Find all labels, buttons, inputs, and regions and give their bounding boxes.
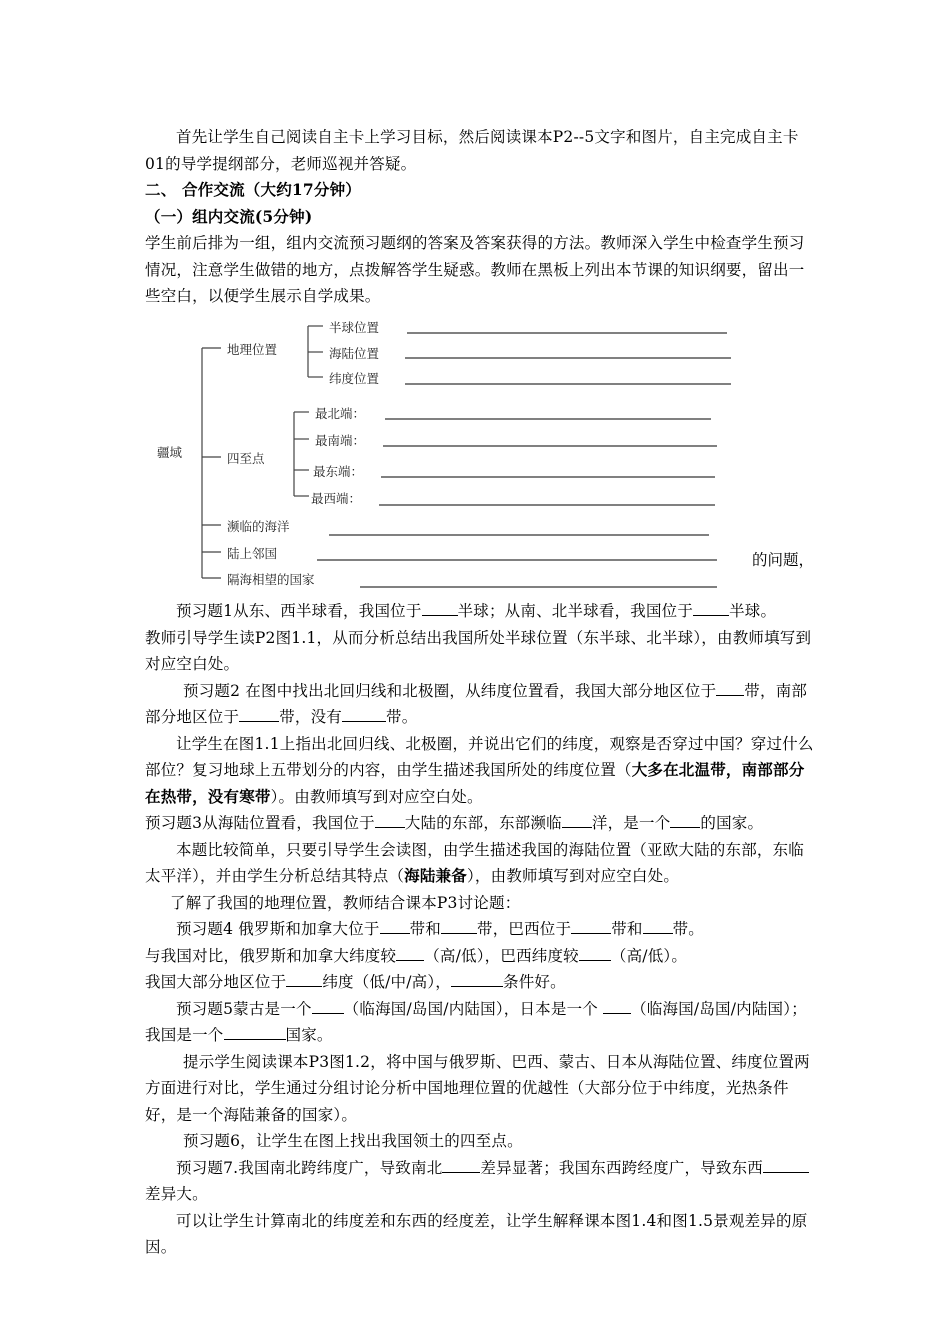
- diagram-geo-label: 地理位置: [227, 342, 278, 357]
- block-intro: [145, 124, 815, 310]
- question-5: 预习题5蒙古是一个 （临海国/岛国/内陆国），日本是一个 （临海国/岛国/内陆国）；我国是一个 国家。: [145, 999, 807, 1044]
- question-6: 预习题6，让学生在图上找出我国领土的四至点。: [183, 1132, 523, 1150]
- diagram-extreme-item: 最北端：: [315, 406, 366, 421]
- diagram-extreme-item: 最西端：: [311, 491, 362, 506]
- diagram-other-item: 陆上邻国: [227, 546, 278, 561]
- diagram-extreme-item: 最东端：: [313, 464, 364, 479]
- diagram-geo-item: 纬度位置: [329, 371, 380, 386]
- para-group-exchange: 学生前后排为一组，组内交流预习题纲的答案及答案获得的方法。教师深入学生中检查学生预习情况，注意学生做错的地方，点拨解答学生疑惑。教师在黑板上列出本节课的知识纲要，留出一些空白，以便学生展示自学成果。: [145, 234, 805, 305]
- question-2: 预习题2 在图中找出北回归线和北极圈，从纬度位置看，我国大部分地区位于 带，南部部分地区位于 带，没有 带。: [145, 681, 808, 726]
- block-preview-questions: [145, 598, 815, 1261]
- question-7: 预习题7.我国南北跨纬度广，导致南北 差异显著；我国东西跨经度广，导致东西差异大。: [145, 1155, 815, 1208]
- question-1-explanation: 教师引导学生读P2图1.1，从而分析总结出我国所处半球位置（东半球、北半球），由教师填写到对应空白处。: [145, 628, 812, 673]
- section2-heading: 二、 合作交流（大约17分钟）: [145, 180, 361, 199]
- diagram-extremes-label: 四至点: [227, 451, 265, 466]
- question-4: 预习题4 俄罗斯和加拿大位于 带和 带，巴西位于 带和 带。: [176, 920, 705, 938]
- p3-discussion-intro: 了解了我国的地理位置，教师结合课本P3讨论题：: [170, 893, 521, 912]
- question-4-line2: 与我国对比，俄罗斯和加拿大纬度较 （高/低），巴西纬度较 （高/低）。: [145, 946, 688, 965]
- section2-subheading: （一）组内交流(5分钟): [145, 206, 313, 226]
- question-7-explanation: 可以让学生计算南北的纬度差和东西的经度差，让学生解释课本图1.4和图1.5景观差异的原因。: [145, 1211, 808, 1256]
- question-5-explanation: 提示学生阅读课本P3图1.2，将中国与俄罗斯、巴西、蒙古、日本从海陆位置、纬度位置两方面进行对比，学生通过分组讨论分析中国地理位置的优越性（大部分位于中纬度，光热条件好，是一个海陆兼备的国家）。: [145, 1052, 810, 1124]
- question-1: 预习题1从东、西半球看，我国位于 半球；从南、北半球看，我国位于 半球。: [176, 602, 777, 620]
- diagram-other-item: 濒临的海洋: [227, 519, 290, 534]
- diagram-other-item: 隔海相望的国家: [227, 572, 315, 587]
- question-4-line3: 我国大部分地区位于 纬度（低/中/高）， 条件好。: [145, 973, 566, 991]
- diagram-trailing-text: 的问题，: [752, 551, 815, 569]
- question-3-explanation: 本题比较简单，只要引导学生会读图，由学生描述我国的海陆位置（亚欧大陆的东部，东临太平洋），并由学生分析总结其特点（海陆兼备），由教师填写到对应空白处。: [145, 840, 805, 885]
- question-2-explanation: 让学生在图1.1上指出北回归线、北极圈，并说出它们的纬度，观察是否穿过中国？穿过什么部位？复习地球上五带划分的内容，由学生描述我国所处的纬度位置（大多在北温带，南部部分在热带，没有寒带）。由教师填写到对应空白处。: [145, 734, 814, 806]
- territory-outline-diagram: [145, 312, 825, 594]
- question-3: 预习题3从海陆位置看，我国位于 大陆的东部，东部濒临 洋，是一个 的国家。: [145, 814, 764, 832]
- diagram-geo-item: 海陆位置: [329, 346, 380, 361]
- diagram-geo-item: 半球位置: [329, 320, 380, 335]
- diagram-extreme-item: 最南端：: [315, 433, 366, 448]
- para-intro: 首先让学生自己阅读自主卡上学习目标，然后阅读课本P2--5文字和图片，自主完成自主卡01的导学提纲部分，老师巡视并答疑。: [145, 128, 799, 173]
- diagram-root-label: 疆域: [157, 445, 183, 460]
